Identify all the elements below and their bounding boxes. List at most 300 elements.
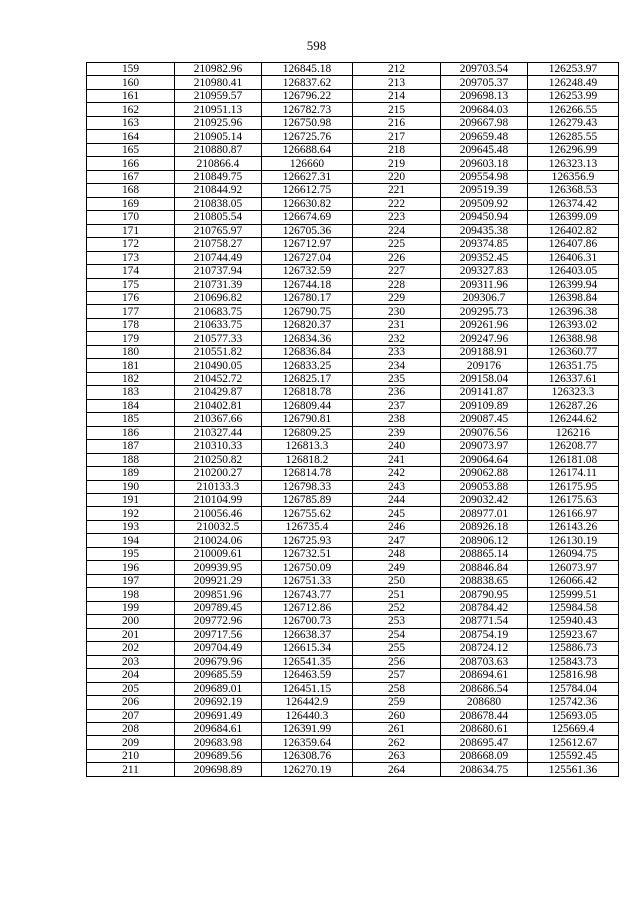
x-coordinate-cell: 209519.39	[441, 184, 528, 197]
point-number-cell: 252	[353, 601, 441, 614]
x-coordinate-cell: 209352.45	[441, 251, 528, 264]
y-coordinate-cell: 126279.43	[528, 116, 619, 129]
table-row	[87, 305, 619, 318]
y-coordinate-cell: 126712.86	[262, 601, 353, 614]
point-number-cell: 248	[353, 547, 441, 560]
x-coordinate-cell: 208680	[441, 696, 528, 709]
y-coordinate-cell: 126814.78	[262, 467, 353, 480]
x-coordinate-cell: 210024.06	[175, 534, 262, 547]
y-coordinate-cell: 126818.78	[262, 386, 353, 399]
y-coordinate-cell: 126066.42	[528, 574, 619, 587]
point-number-cell: 236	[353, 386, 441, 399]
point-number-cell: 174	[87, 265, 175, 278]
x-coordinate-cell: 209691.49	[175, 709, 262, 722]
point-number-cell: 173	[87, 251, 175, 264]
table-row	[87, 238, 619, 251]
y-coordinate-cell: 126750.98	[262, 116, 353, 129]
x-coordinate-cell: 210951.13	[175, 103, 262, 116]
x-coordinate-cell: 209685.59	[175, 669, 262, 682]
point-number-cell: 176	[87, 291, 175, 304]
table-row	[87, 642, 619, 655]
x-coordinate-cell: 210737.94	[175, 265, 262, 278]
table-row	[87, 507, 619, 520]
y-coordinate-cell: 125612.67	[528, 736, 619, 749]
point-number-cell: 199	[87, 601, 175, 614]
y-coordinate-cell: 126790.75	[262, 305, 353, 318]
y-coordinate-cell: 126820.37	[262, 318, 353, 331]
point-number-cell: 162	[87, 103, 175, 116]
point-number-cell: 167	[87, 170, 175, 183]
point-number-cell: 217	[353, 130, 441, 143]
x-coordinate-cell: 210805.54	[175, 211, 262, 224]
point-number-cell: 169	[87, 197, 175, 210]
table-row	[87, 413, 619, 426]
x-coordinate-cell: 209659.48	[441, 130, 528, 143]
x-coordinate-cell: 209435.38	[441, 224, 528, 237]
point-number-cell: 175	[87, 278, 175, 291]
x-coordinate-cell: 208724.12	[441, 642, 528, 655]
point-number-cell: 232	[353, 332, 441, 345]
point-number-cell: 185	[87, 413, 175, 426]
x-coordinate-cell: 209062.88	[441, 467, 528, 480]
x-coordinate-cell: 209247.96	[441, 332, 528, 345]
y-coordinate-cell: 125923.67	[528, 628, 619, 641]
x-coordinate-cell: 210849.75	[175, 170, 262, 183]
x-coordinate-cell: 210844.92	[175, 184, 262, 197]
x-coordinate-cell: 210402.81	[175, 399, 262, 412]
y-coordinate-cell: 126391.99	[262, 722, 353, 735]
point-number-cell: 201	[87, 628, 175, 641]
y-coordinate-cell: 126360.77	[528, 345, 619, 358]
point-number-cell: 168	[87, 184, 175, 197]
point-number-cell: 263	[353, 749, 441, 762]
table-row	[87, 372, 619, 385]
point-number-cell: 184	[87, 399, 175, 412]
y-coordinate-cell: 126374.42	[528, 197, 619, 210]
y-coordinate-cell: 126780.17	[262, 291, 353, 304]
x-coordinate-cell: 209717.56	[175, 628, 262, 641]
x-coordinate-cell: 209032.42	[441, 494, 528, 507]
point-number-cell: 207	[87, 709, 175, 722]
point-number-cell: 198	[87, 588, 175, 601]
point-number-cell: 163	[87, 116, 175, 129]
y-coordinate-cell: 125843.73	[528, 655, 619, 668]
x-coordinate-cell: 209684.03	[441, 103, 528, 116]
x-coordinate-cell: 209073.97	[441, 440, 528, 453]
x-coordinate-cell: 210551.82	[175, 345, 262, 358]
coordinates-table	[86, 62, 619, 777]
table-row	[87, 494, 619, 507]
point-number-cell: 177	[87, 305, 175, 318]
point-number-cell: 257	[353, 669, 441, 682]
x-coordinate-cell: 209509.92	[441, 197, 528, 210]
y-coordinate-cell: 126296.99	[528, 143, 619, 156]
point-number-cell: 187	[87, 440, 175, 453]
table-row	[87, 332, 619, 345]
point-number-cell: 193	[87, 520, 175, 533]
y-coordinate-cell: 125886.73	[528, 642, 619, 655]
table-row	[87, 736, 619, 749]
x-coordinate-cell: 209645.48	[441, 143, 528, 156]
table-row	[87, 709, 619, 722]
x-coordinate-cell: 210905.14	[175, 130, 262, 143]
point-number-cell: 159	[87, 63, 175, 76]
point-number-cell: 202	[87, 642, 175, 655]
x-coordinate-cell: 209772.96	[175, 615, 262, 628]
x-coordinate-cell: 209603.18	[441, 157, 528, 170]
table-row	[87, 547, 619, 560]
point-number-cell: 258	[353, 682, 441, 695]
y-coordinate-cell: 126688.64	[262, 143, 353, 156]
table-row	[87, 224, 619, 237]
x-coordinate-cell: 210633.75	[175, 318, 262, 331]
point-number-cell: 226	[353, 251, 441, 264]
point-number-cell: 222	[353, 197, 441, 210]
point-number-cell: 195	[87, 547, 175, 560]
x-coordinate-cell: 208926.18	[441, 520, 528, 533]
x-coordinate-cell: 208838.65	[441, 574, 528, 587]
x-coordinate-cell: 209053.88	[441, 480, 528, 493]
point-number-cell: 246	[353, 520, 441, 533]
y-coordinate-cell: 126143.26	[528, 520, 619, 533]
point-number-cell: 216	[353, 116, 441, 129]
x-coordinate-cell: 209667.98	[441, 116, 528, 129]
table-row	[87, 143, 619, 156]
x-coordinate-cell: 210310.33	[175, 440, 262, 453]
y-coordinate-cell: 126451.15	[262, 682, 353, 695]
point-number-cell: 212	[353, 63, 441, 76]
table-row	[87, 89, 619, 102]
point-number-cell: 172	[87, 238, 175, 251]
x-coordinate-cell: 209703.54	[441, 63, 528, 76]
point-number-cell: 256	[353, 655, 441, 668]
y-coordinate-cell: 125742.36	[528, 696, 619, 709]
table-row	[87, 588, 619, 601]
point-number-cell: 234	[353, 359, 441, 372]
y-coordinate-cell: 126743.77	[262, 588, 353, 601]
x-coordinate-cell: 210959.57	[175, 89, 262, 102]
y-coordinate-cell: 125984.58	[528, 601, 619, 614]
y-coordinate-cell: 126393.02	[528, 318, 619, 331]
point-number-cell: 250	[353, 574, 441, 587]
table-row	[87, 682, 619, 695]
y-coordinate-cell: 126287.26	[528, 399, 619, 412]
point-number-cell: 188	[87, 453, 175, 466]
x-coordinate-cell: 209158.04	[441, 372, 528, 385]
point-number-cell: 190	[87, 480, 175, 493]
point-number-cell: 165	[87, 143, 175, 156]
x-coordinate-cell: 210133.3	[175, 480, 262, 493]
point-number-cell: 238	[353, 413, 441, 426]
y-coordinate-cell: 126809.25	[262, 426, 353, 439]
table-row	[87, 615, 619, 628]
point-number-cell: 224	[353, 224, 441, 237]
point-number-cell: 194	[87, 534, 175, 547]
x-coordinate-cell: 209689.56	[175, 749, 262, 762]
point-number-cell: 196	[87, 561, 175, 574]
y-coordinate-cell: 126755.62	[262, 507, 353, 520]
x-coordinate-cell: 209374.85	[441, 238, 528, 251]
table-row	[87, 561, 619, 574]
y-coordinate-cell: 126175.95	[528, 480, 619, 493]
point-number-cell: 213	[353, 76, 441, 89]
x-coordinate-cell: 208906.12	[441, 534, 528, 547]
x-coordinate-cell: 210200.27	[175, 467, 262, 480]
y-coordinate-cell: 126402.82	[528, 224, 619, 237]
point-number-cell: 183	[87, 386, 175, 399]
point-number-cell: 249	[353, 561, 441, 574]
y-coordinate-cell: 126836.84	[262, 345, 353, 358]
point-number-cell: 237	[353, 399, 441, 412]
x-coordinate-cell: 209141.87	[441, 386, 528, 399]
x-coordinate-cell: 210980.41	[175, 76, 262, 89]
x-coordinate-cell: 209683.98	[175, 736, 262, 749]
table-row	[87, 628, 619, 641]
y-coordinate-cell: 126700.73	[262, 615, 353, 628]
point-number-cell: 178	[87, 318, 175, 331]
point-number-cell: 219	[353, 157, 441, 170]
x-coordinate-cell: 209311.96	[441, 278, 528, 291]
y-coordinate-cell: 125592.45	[528, 749, 619, 762]
y-coordinate-cell: 126216	[528, 426, 619, 439]
table-row	[87, 440, 619, 453]
point-number-cell: 179	[87, 332, 175, 345]
y-coordinate-cell: 126208.77	[528, 440, 619, 453]
point-number-cell: 197	[87, 574, 175, 587]
table-row	[87, 574, 619, 587]
x-coordinate-cell: 210880.87	[175, 143, 262, 156]
point-number-cell: 208	[87, 722, 175, 735]
table-row	[87, 184, 619, 197]
x-coordinate-cell: 208754.19	[441, 628, 528, 641]
table-row	[87, 426, 619, 439]
table-row	[87, 63, 619, 76]
point-number-cell: 191	[87, 494, 175, 507]
y-coordinate-cell: 126818.2	[262, 453, 353, 466]
x-coordinate-cell: 209064.64	[441, 453, 528, 466]
y-coordinate-cell: 126244.62	[528, 413, 619, 426]
point-number-cell: 239	[353, 426, 441, 439]
point-number-cell: 264	[353, 763, 441, 776]
y-coordinate-cell: 126727.04	[262, 251, 353, 264]
point-number-cell: 235	[353, 372, 441, 385]
y-coordinate-cell: 126073.97	[528, 561, 619, 574]
y-coordinate-cell: 126627.31	[262, 170, 353, 183]
x-coordinate-cell: 210696.82	[175, 291, 262, 304]
x-coordinate-cell: 210032.5	[175, 520, 262, 533]
point-number-cell: 166	[87, 157, 175, 170]
y-coordinate-cell: 126705.36	[262, 224, 353, 237]
x-coordinate-cell: 210982.96	[175, 63, 262, 76]
y-coordinate-cell: 125669.4	[528, 722, 619, 735]
x-coordinate-cell: 209076.56	[441, 426, 528, 439]
y-coordinate-cell: 125940.43	[528, 615, 619, 628]
point-number-cell: 211	[87, 763, 175, 776]
y-coordinate-cell: 126399.09	[528, 211, 619, 224]
point-number-cell: 221	[353, 184, 441, 197]
x-coordinate-cell: 209554.98	[441, 170, 528, 183]
y-coordinate-cell: 126660	[262, 157, 353, 170]
y-coordinate-cell: 126351.75	[528, 359, 619, 372]
y-coordinate-cell: 126790.81	[262, 413, 353, 426]
y-coordinate-cell: 126798.33	[262, 480, 353, 493]
x-coordinate-cell: 210744.49	[175, 251, 262, 264]
x-coordinate-cell: 208703.63	[441, 655, 528, 668]
point-number-cell: 182	[87, 372, 175, 385]
point-number-cell: 241	[353, 453, 441, 466]
y-coordinate-cell: 126266.55	[528, 103, 619, 116]
y-coordinate-cell: 125816.98	[528, 669, 619, 682]
x-coordinate-cell: 210104.99	[175, 494, 262, 507]
y-coordinate-cell: 126751.33	[262, 574, 353, 587]
x-coordinate-cell: 210758.27	[175, 238, 262, 251]
x-coordinate-cell: 208977.01	[441, 507, 528, 520]
x-coordinate-cell: 210367.66	[175, 413, 262, 426]
point-number-cell: 171	[87, 224, 175, 237]
x-coordinate-cell: 210838.05	[175, 197, 262, 210]
x-coordinate-cell: 208634.75	[441, 763, 528, 776]
y-coordinate-cell: 126130.19	[528, 534, 619, 547]
y-coordinate-cell: 126396.38	[528, 305, 619, 318]
x-coordinate-cell: 209176	[441, 359, 528, 372]
point-number-cell: 161	[87, 89, 175, 102]
table-row	[87, 170, 619, 183]
point-number-cell: 200	[87, 615, 175, 628]
y-coordinate-cell: 126732.51	[262, 547, 353, 560]
y-coordinate-cell: 126181.08	[528, 453, 619, 466]
y-coordinate-cell: 126248.49	[528, 76, 619, 89]
y-coordinate-cell: 126813.3	[262, 440, 353, 453]
point-number-cell: 254	[353, 628, 441, 641]
x-coordinate-cell: 208668.09	[441, 749, 528, 762]
y-coordinate-cell: 126166.97	[528, 507, 619, 520]
y-coordinate-cell: 126732.59	[262, 265, 353, 278]
point-number-cell: 164	[87, 130, 175, 143]
point-number-cell: 251	[353, 588, 441, 601]
x-coordinate-cell: 209704.49	[175, 642, 262, 655]
point-number-cell: 206	[87, 696, 175, 709]
table-row	[87, 291, 619, 304]
x-coordinate-cell: 210429.87	[175, 386, 262, 399]
y-coordinate-cell: 126253.97	[528, 63, 619, 76]
table-row	[87, 669, 619, 682]
table-row	[87, 265, 619, 278]
table-row	[87, 520, 619, 533]
x-coordinate-cell: 209679.96	[175, 655, 262, 668]
y-coordinate-cell: 126388.98	[528, 332, 619, 345]
x-coordinate-cell: 210490.05	[175, 359, 262, 372]
x-coordinate-cell: 209939.95	[175, 561, 262, 574]
y-coordinate-cell: 126323.13	[528, 157, 619, 170]
point-number-cell: 227	[353, 265, 441, 278]
x-coordinate-cell: 208790.95	[441, 588, 528, 601]
y-coordinate-cell: 126825.17	[262, 372, 353, 385]
y-coordinate-cell: 126175.63	[528, 494, 619, 507]
table-row	[87, 251, 619, 264]
x-coordinate-cell: 208865.14	[441, 547, 528, 560]
x-coordinate-cell: 209705.37	[441, 76, 528, 89]
point-number-cell: 160	[87, 76, 175, 89]
point-number-cell: 243	[353, 480, 441, 493]
point-number-cell: 260	[353, 709, 441, 722]
x-coordinate-cell: 209789.45	[175, 601, 262, 614]
y-coordinate-cell: 125784.04	[528, 682, 619, 695]
point-number-cell: 244	[353, 494, 441, 507]
table-row	[87, 318, 619, 331]
table-row	[87, 197, 619, 210]
y-coordinate-cell: 126725.93	[262, 534, 353, 547]
x-coordinate-cell: 210765.97	[175, 224, 262, 237]
point-number-cell: 225	[353, 238, 441, 251]
y-coordinate-cell: 126440.3	[262, 709, 353, 722]
x-coordinate-cell: 210327.44	[175, 426, 262, 439]
x-coordinate-cell: 208784.42	[441, 601, 528, 614]
point-number-cell: 230	[353, 305, 441, 318]
x-coordinate-cell: 209698.89	[175, 763, 262, 776]
y-coordinate-cell: 125693.05	[528, 709, 619, 722]
table-row	[87, 103, 619, 116]
point-number-cell: 247	[353, 534, 441, 547]
point-number-cell: 228	[353, 278, 441, 291]
x-coordinate-cell: 208694.61	[441, 669, 528, 682]
x-coordinate-cell: 208680.61	[441, 722, 528, 735]
y-coordinate-cell: 126463.59	[262, 669, 353, 682]
table-row	[87, 480, 619, 493]
y-coordinate-cell: 126796.22	[262, 89, 353, 102]
x-coordinate-cell: 210577.33	[175, 332, 262, 345]
point-number-cell: 181	[87, 359, 175, 372]
y-coordinate-cell: 126744.18	[262, 278, 353, 291]
y-coordinate-cell: 126356.9	[528, 170, 619, 183]
table-row	[87, 534, 619, 547]
x-coordinate-cell: 209450.94	[441, 211, 528, 224]
point-number-cell: 245	[353, 507, 441, 520]
y-coordinate-cell: 126285.55	[528, 130, 619, 143]
y-coordinate-cell: 126442.9	[262, 696, 353, 709]
y-coordinate-cell: 126094.75	[528, 547, 619, 560]
y-coordinate-cell: 126270.19	[262, 763, 353, 776]
point-number-cell: 233	[353, 345, 441, 358]
y-coordinate-cell: 126368.53	[528, 184, 619, 197]
point-number-cell: 214	[353, 89, 441, 102]
y-coordinate-cell: 126712.97	[262, 238, 353, 251]
x-coordinate-cell: 209261.96	[441, 318, 528, 331]
point-number-cell: 218	[353, 143, 441, 156]
table-row	[87, 601, 619, 614]
point-number-cell: 255	[353, 642, 441, 655]
point-number-cell: 209	[87, 736, 175, 749]
table-row	[87, 386, 619, 399]
y-coordinate-cell: 126308.76	[262, 749, 353, 762]
point-number-cell: 223	[353, 211, 441, 224]
point-number-cell: 170	[87, 211, 175, 224]
y-coordinate-cell: 126630.82	[262, 197, 353, 210]
y-coordinate-cell: 125561.36	[528, 763, 619, 776]
x-coordinate-cell: 210056.46	[175, 507, 262, 520]
table-row	[87, 655, 619, 668]
point-number-cell: 210	[87, 749, 175, 762]
point-number-cell: 203	[87, 655, 175, 668]
y-coordinate-cell: 126785.89	[262, 494, 353, 507]
table-row	[87, 278, 619, 291]
x-coordinate-cell: 208846.84	[441, 561, 528, 574]
x-coordinate-cell: 210452.72	[175, 372, 262, 385]
point-number-cell: 240	[353, 440, 441, 453]
table-row	[87, 359, 619, 372]
point-number-cell: 262	[353, 736, 441, 749]
y-coordinate-cell: 126834.36	[262, 332, 353, 345]
x-coordinate-cell: 209188.91	[441, 345, 528, 358]
